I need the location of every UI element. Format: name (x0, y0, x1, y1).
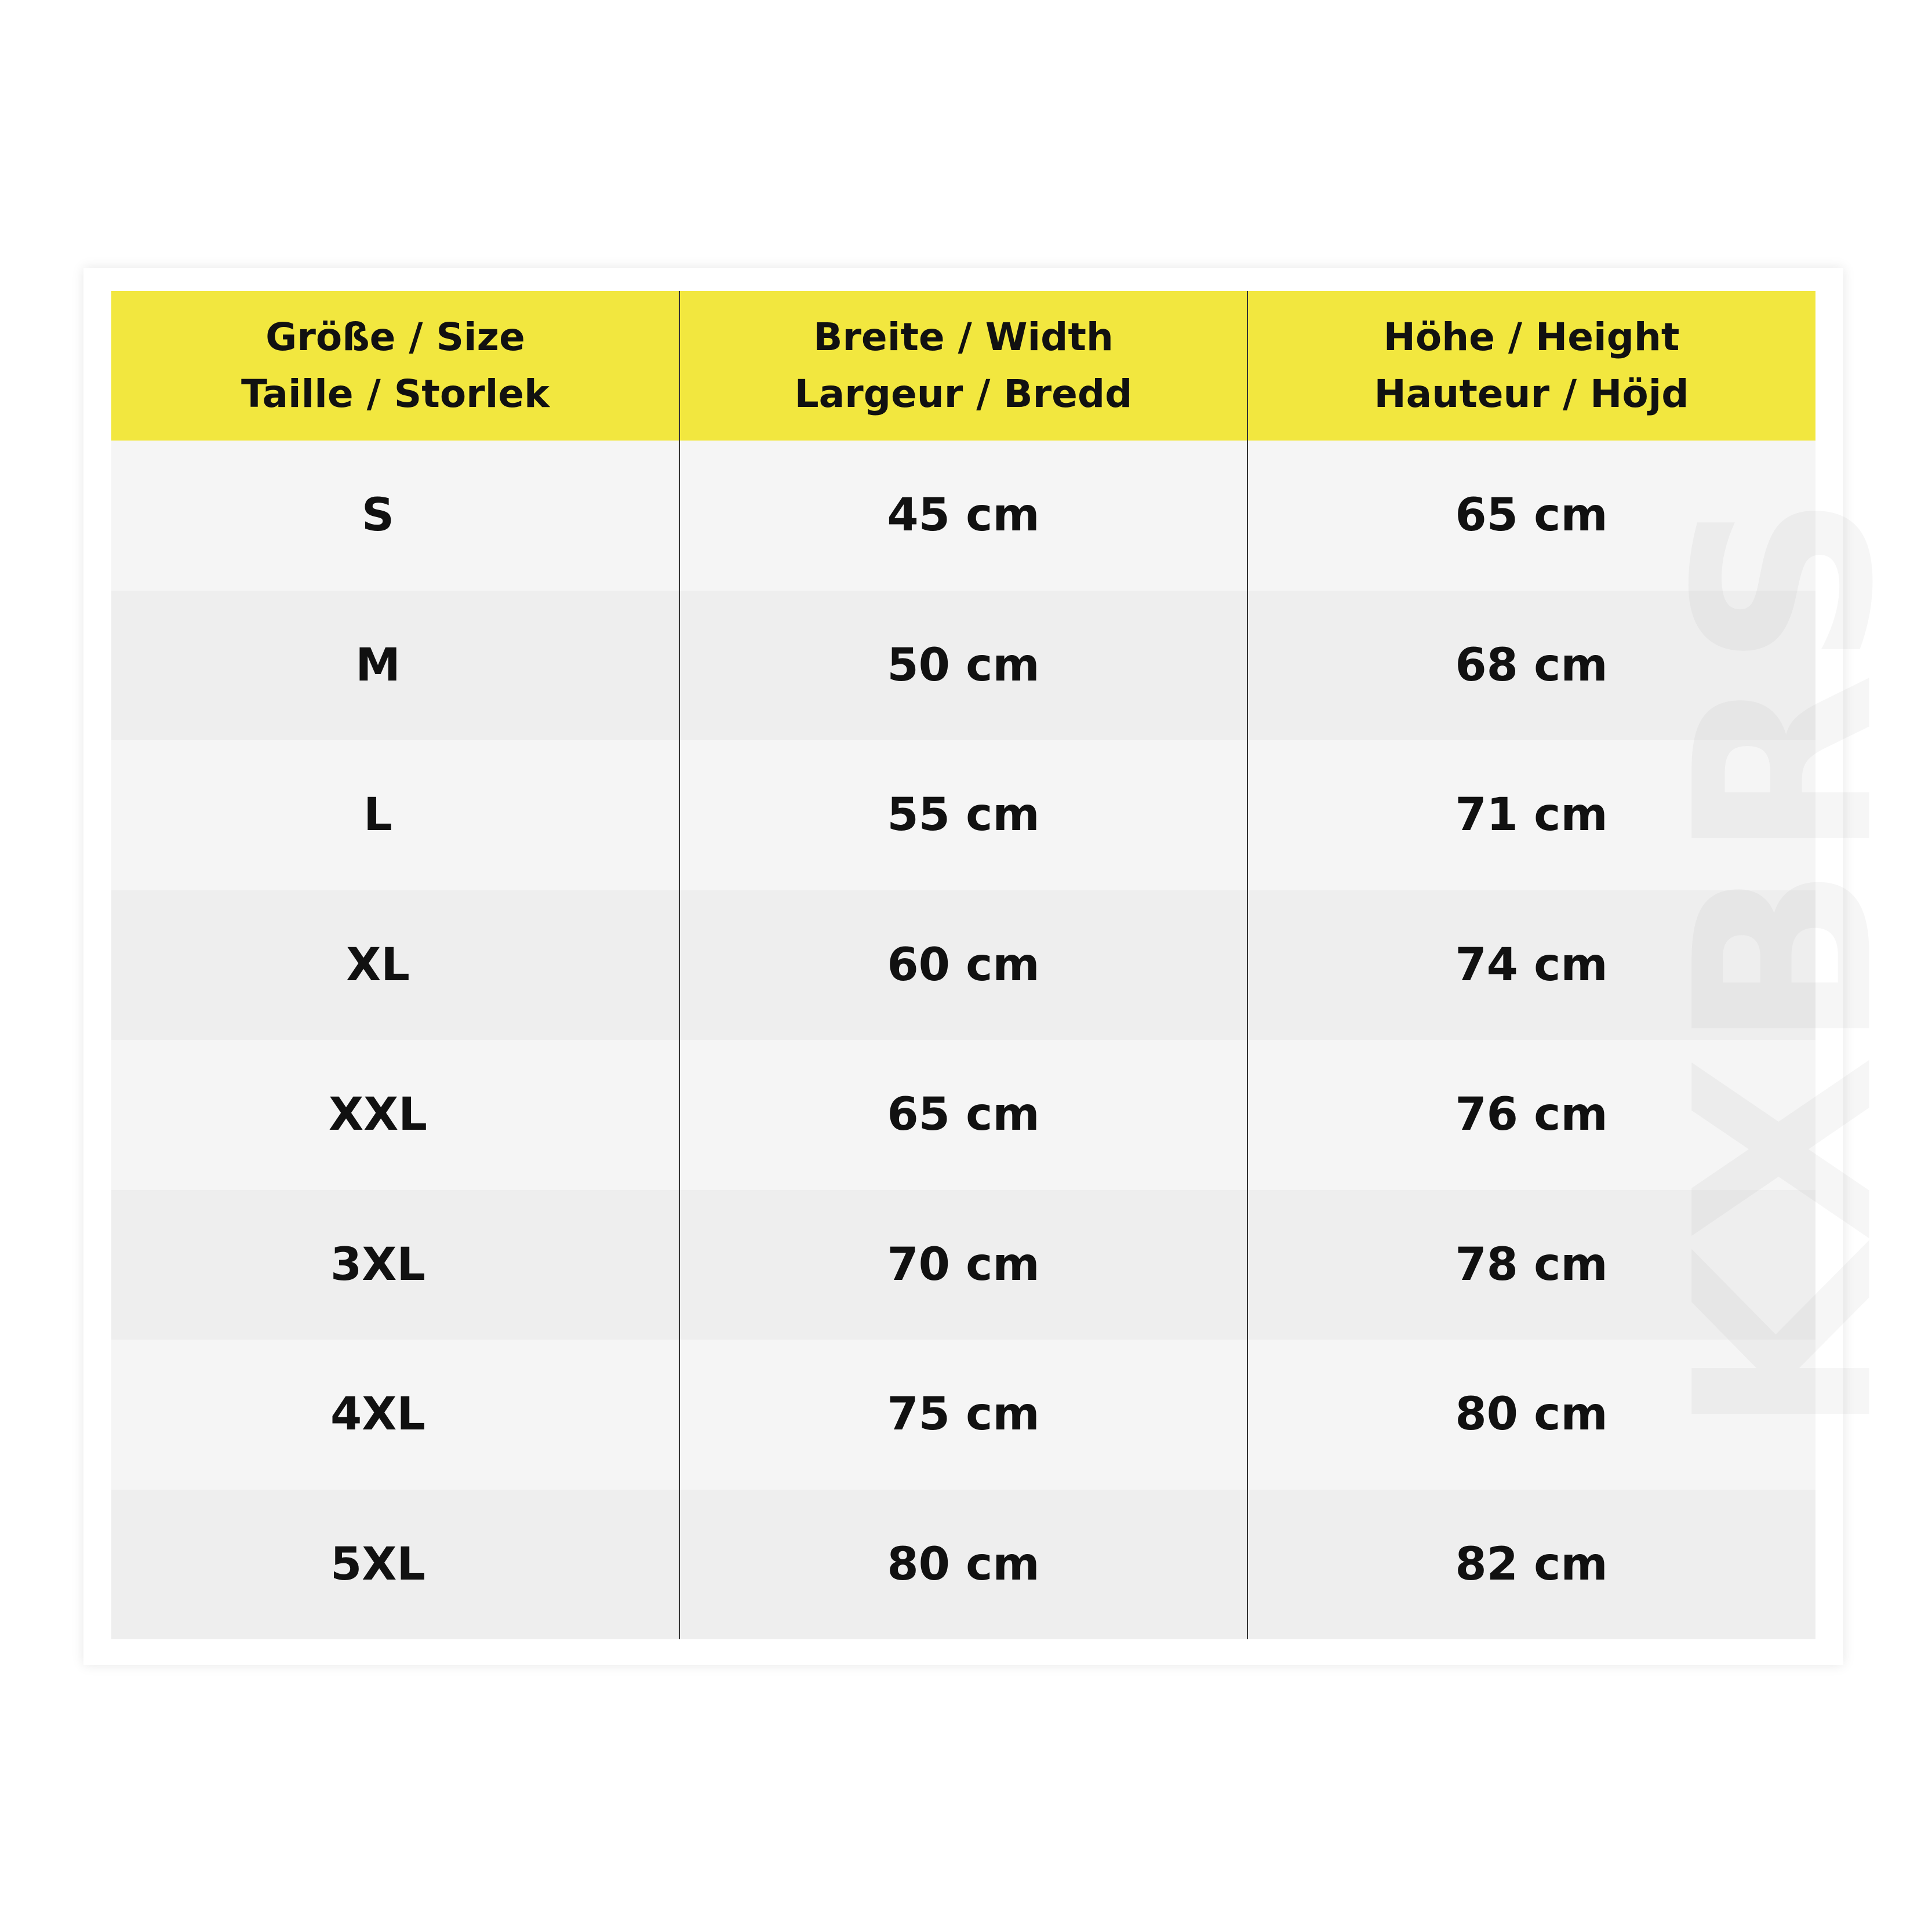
header-size-line1: Größe / Size (265, 315, 525, 359)
table-row (111, 1190, 1815, 1340)
table-row (111, 890, 1815, 1040)
cell-width: 70 cm (887, 1238, 1040, 1291)
size-chart-card (83, 268, 1843, 1665)
header-height-line2: Hauteur / Höjd (1374, 372, 1689, 416)
header-width-line2: Largeur / Bredd (794, 372, 1133, 416)
cell-size: 5XL (330, 1538, 426, 1591)
table-row (111, 1490, 1815, 1640)
column-divider (679, 291, 680, 1639)
table-row (111, 740, 1815, 890)
table-body (111, 441, 1815, 1639)
cell-size: XL (346, 938, 410, 991)
column-divider (1247, 291, 1248, 1639)
cell-height: 78 cm (1455, 1238, 1608, 1291)
header-width (679, 291, 1247, 441)
cell-width: 55 cm (887, 789, 1040, 842)
cell-height: 80 cm (1455, 1388, 1608, 1441)
cell-height: 74 cm (1455, 938, 1608, 991)
cell-width: 80 cm (887, 1538, 1040, 1591)
cell-size: 3XL (330, 1238, 426, 1291)
header-width-line1: Breite / Width (813, 315, 1114, 359)
header-height-line1: Höhe / Height (1383, 315, 1680, 359)
table-row (111, 1340, 1815, 1490)
table-row (111, 1040, 1815, 1190)
cell-width: 50 cm (887, 639, 1040, 692)
cell-width: 65 cm (887, 1089, 1040, 1141)
cell-height: 82 cm (1455, 1538, 1608, 1591)
cell-size: M (355, 639, 401, 692)
cell-height: 71 cm (1455, 789, 1608, 842)
cell-height: 68 cm (1455, 639, 1608, 692)
cell-size: L (363, 789, 392, 842)
cell-width: 60 cm (887, 938, 1040, 991)
cell-size: 4XL (330, 1388, 426, 1441)
table-row (111, 441, 1815, 591)
cell-width: 75 cm (887, 1388, 1040, 1441)
cell-size: S (361, 489, 395, 542)
cell-size: XXL (329, 1089, 427, 1141)
size-table (111, 291, 1815, 1639)
table-header-row (111, 291, 1815, 441)
cell-height: 76 cm (1455, 1089, 1608, 1141)
table-row (111, 591, 1815, 741)
cell-height: 65 cm (1455, 489, 1608, 542)
header-size-line2: Taille / Storlek (241, 372, 550, 416)
header-height (1247, 291, 1815, 441)
header-size (111, 291, 679, 441)
cell-width: 45 cm (887, 489, 1040, 542)
